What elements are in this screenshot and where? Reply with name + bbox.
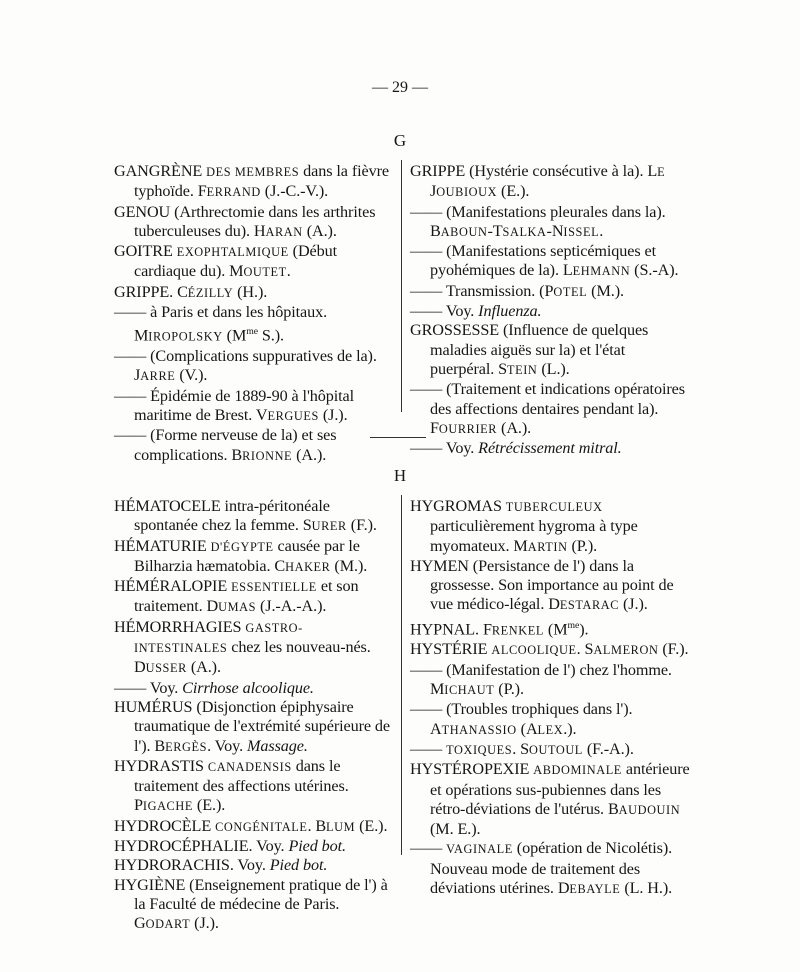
entry-text: (M.). [587,281,624,300]
index-entry [114,347,390,387]
index-entry [114,757,390,817]
entry-text: S.). [257,326,284,345]
index-entry [410,616,690,641]
entry-text: .). [563,719,577,738]
entry-text: —— (Manifestations septicémiques et pyohémiques de la). [410,242,656,280]
entry-text: TEIN [507,362,538,377]
entry-text: ARRE [140,369,176,384]
entry-text: ALMERON [593,643,659,658]
entry-text: EHMANN [572,264,631,279]
entry-text: (opération de Nicolétis). Nouveau mode de traitement des déviations utérines. [430,839,673,898]
entry-text: me [567,619,580,631]
entry-text: ARTIN [527,539,568,554]
index-entry [410,302,690,321]
index-entry [410,162,690,203]
entry-text: EBAYLE [569,882,621,897]
index-entry [410,380,690,439]
index-entry [114,876,390,935]
entry-text: ALCOOLIQUE [491,643,577,658]
entry-text: (M. E.). [430,820,481,839]
index-entry [114,242,390,283]
entry-text: HYGROMAS [410,497,506,515]
index-entry [410,439,690,458]
entry-text: CANADENSIS [207,759,292,774]
entry-text: HYDRORACHIS. Voy. [114,856,270,875]
entry-text: M [134,326,149,345]
index-entry [410,242,690,282]
entry-text: HÉMÉRALOPIE [114,577,232,596]
entry-text: ( [516,719,526,738]
entry-text: - [546,221,552,240]
entry-text: LUM [326,819,356,834]
entry-text: (A.). [497,418,532,437]
entry-text: . [307,816,316,835]
entry-text: (F.-A.). [582,739,634,758]
entry-text: et son traitement. [134,577,359,616]
entry-text: dans la fièvre typhoïde. [134,162,389,201]
entry-text: OURRIER [438,421,498,436]
entry-text: HYPNAL. [410,620,483,639]
entry-text: S [498,359,508,378]
entry-text: E [657,165,666,179]
index-entry [114,817,390,837]
entry-text: antérieure et opérations sus-pubiennes dans les rétro-déviations de l'utérus. [430,760,690,818]
section-h-right-column [410,497,690,899]
entry-text: Pied bot. [288,837,346,856]
entry-text: . [512,739,521,758]
entry-text: me [246,326,258,338]
section-letter-h: H [393,466,407,485]
entry-text: chez les nouveau-nés. [227,638,371,657]
entry-text: S [302,516,312,535]
entry-text: D [557,879,570,898]
section-g-right-column [410,162,690,458]
index-entry [114,426,390,466]
entry-text: RENKEL [491,623,544,638]
index-entry [114,162,390,203]
entry-text: F [430,418,439,437]
entry-text: LEX [537,722,564,737]
entry-text: ERGÈS [165,739,208,754]
entry-text: HYDROCÈLE [114,816,216,835]
entry-text: —— Voy. [114,678,183,697]
entry-text: (P.). [567,536,598,555]
entry-text: F [197,182,207,201]
index-entry [114,856,390,875]
entry-text: —— (Complications suppuratives de la). [114,347,377,366]
entry-text: (M.). [330,556,368,575]
entry-text: HUMÉRUS (Disjonction épiphysaire traumatique de l'extrémité supérieure de l'). [114,697,391,755]
entry-text: V [255,405,268,424]
entry-text: L [562,261,573,280]
entry-text: AUDOUIN [618,802,681,817]
index-entry [410,557,690,616]
index-entry [114,577,390,618]
entry-text: . [286,262,291,281]
entry-text: (J.). [190,914,219,933]
entry-text: ESTARAC [559,598,620,613]
index-entry [410,282,690,302]
entry-text: Rétrécissement mitral. [478,439,622,458]
entry-text: B [430,221,441,240]
entry-text: RIONNE [242,448,293,463]
entry-text: EXOPHTALMIQUE [176,245,289,260]
entry-text: —— Épidémie de 1889-90 à l'hôpital maritime de Brest. [114,386,355,424]
entry-text: (F.). [346,516,377,535]
entry-text: ARAN [265,224,303,239]
entry-text: USSER [145,661,187,676]
entry-text: A [430,719,442,738]
entry-text: ISSEL [563,224,600,239]
entry-text: GRIPPE. [114,282,178,301]
entry-text: H [253,221,266,240]
entry-text: —— Transmission. ( [410,281,545,300]
entry-text: (S.-A). [630,261,679,280]
entry-text: HYGIÈNE (Enseignement pratique de l') à la Faculté de médecine de Paris. [114,875,388,913]
entry-text: particulièrement hygroma à type myomateux. [430,517,638,555]
entry-text: —— Voy. [410,302,479,321]
entry-text: ESSENTIELLE [231,580,317,595]
entry-text: ). [579,620,589,639]
index-entry [114,203,390,243]
entry-text: T [492,221,503,240]
entry-text: VAGINALE [446,842,513,857]
entry-text: (H.). [233,282,268,301]
entry-text: . [576,640,585,659]
entry-text: HYSTÉROPEXIE [410,760,534,779]
entry-text: —— (Manifestation de l') chez l'homme. [410,660,672,679]
entry-text: HAKER [285,559,331,574]
entry-text: (A.). [292,445,327,464]
entry-text: OUTOUL [529,742,583,757]
entry-text: THANASSIO [441,722,517,737]
entry-text: HYDRASTIS [114,756,208,775]
index-entry [114,283,390,303]
entry-text: GASTRO-INTESTINALES [134,620,303,656]
entry-text: (J.). [318,405,348,424]
entry-text: ERRAND [206,185,261,200]
entry-text: (P.). [494,680,524,699]
entry-text: HÉMORRHAGIES [114,617,246,636]
entry-text: causée par le Bilharzia hæmatobia. [134,536,360,575]
entry-text: HÉMATURIE [114,536,211,555]
entry-text: P [544,281,554,300]
entry-text: (L.). [537,359,570,378]
column-divider-g [401,160,402,412]
page-number: — 29 — [372,79,428,96]
entry-text: . Voy. [207,736,247,755]
entry-text: —— [410,739,447,758]
entry-text: J [430,182,437,201]
entry-text: URER [311,519,347,534]
entry-text: A [525,719,538,738]
entry-text: —— (Manifestations pleurales dans la). [410,202,666,221]
entry-text: dans le traitement des affections utérines. [134,756,349,796]
entry-text: ODART [145,917,191,932]
entry-text: (E.). [497,182,530,201]
entry-text: —— à Paris et dans les hôpitaux. [114,303,328,322]
entry-text: (F.). [658,640,689,659]
entry-text: M [430,680,445,699]
index-entry [410,760,690,839]
entry-text: Pied bot. [269,856,328,875]
entry-text: (L. H.). [620,879,673,898]
entry-text: DES MEMBRES [206,165,300,179]
entry-text: HYMEN (Persistance de l') dans la grossesse. Son importance au point de vue médico-légal. [410,556,674,614]
index-entry [114,837,390,856]
entry-text: HYSTÉRIE [410,640,492,659]
entry-text: Cirrhose alcoolique. [182,678,314,697]
entry-text: D [134,658,146,677]
entry-text: OTEL [553,284,588,299]
entry-text: - [487,221,493,240]
entry-text: (J.). [619,595,648,614]
index-entry [410,321,690,380]
entry-text: IROPOLSKY [148,329,223,344]
entry-text: L [647,162,658,180]
entry-text: TOXIQUES [446,742,513,757]
entry-text: M [513,536,528,555]
index-entry [410,640,690,660]
entry-text: HYDROCÉPHALIE. Voy. [114,837,289,856]
index-entry [410,661,690,701]
entry-text: OUBIOUX [436,185,498,200]
entry-text: (A.). [186,658,221,677]
index-entry [114,303,390,347]
entry-text: OUTET [243,265,287,280]
index-entry [410,740,690,760]
entry-text: (M [222,326,247,345]
entry-text: TUBERCULEUX [505,500,603,514]
entry-text: (J.-C.-V.). [260,182,329,201]
entry-text: Massage. [247,736,308,755]
entry-text: ÉZILLY [187,285,234,300]
entry-text: B [607,799,619,818]
entry-text: C [274,556,286,575]
entry-text: —— (Troubles trophiques dans l'). [410,700,633,719]
entry-text: D [548,595,560,614]
index-entry [410,700,690,740]
entry-text: IGACHE [142,799,193,814]
entry-text: GRIPPE (Hystérie consécutive à la). [410,162,648,180]
entry-text: GENOU (Arthrectomie dans les arthrites tuberculeuses du). [114,202,376,240]
entry-text: —— [410,839,447,858]
entry-text: ERGUES [267,408,319,423]
entry-text: D'ÉGYPTE [210,539,274,554]
index-entry [410,497,690,557]
entry-text: N [551,221,564,240]
entry-text: GROSSESSE (Influence de quelques maladies aiguës sur la) et l'état puerpéral. [410,321,649,378]
entry-text: (V.). [175,366,208,385]
entry-text: . [599,221,604,240]
entry-text: G [134,914,146,933]
index-entry [114,698,390,757]
entry-text: (A.). [302,221,337,240]
entry-text: —— (Traitement et indications opératoires des affections dentaires pendant la). [410,380,685,418]
entry-text: (J.-A.-A.). [256,597,327,616]
entry-text: Influenza. [478,302,542,321]
index-entry [410,203,690,243]
entry-text: M [229,262,244,281]
entry-text: (E.). [355,816,388,835]
entry-text: GANGRÈNE [114,162,207,180]
index-entry [410,839,690,899]
entry-text: ICHAUT [444,683,495,698]
section-letter-g: G [393,131,407,150]
entry-text: (M [543,620,568,639]
entry-text: C [177,282,188,301]
entry-text: GOITRE [114,242,177,261]
entry-text: (Début cardiaque du). [134,242,338,281]
index-entry [114,537,390,578]
column-divider-h [401,495,402,855]
entry-text: SALKA [502,224,547,239]
entry-text: HÉMATOCELE intra-péritonéale spontanée chez la femme. [114,497,330,535]
entry-text: P [134,796,143,815]
entry-text: B [154,736,166,755]
entry-text: UMAS [218,600,257,615]
entry-text: B [231,445,243,464]
entry-text: B [315,816,327,835]
entry-text: J [134,366,141,385]
entry-text: ABOUN [440,224,488,239]
entry-text: F [482,620,492,639]
entry-text: —— Voy. [410,439,479,458]
section-g-left-column [114,162,390,466]
section-separator [370,437,426,438]
entry-text: S [520,739,529,758]
index-entry [114,618,390,679]
index-entry [114,679,390,698]
entry-text: (E.). [192,796,226,815]
index-entry [114,387,390,427]
entry-text: —— (Forme nerveuse de la) et ses complications. [114,426,337,464]
entry-text: D [206,597,219,616]
entry-text: S [584,640,594,659]
index-entry [114,497,390,537]
entry-text: ABDOMINALE [533,763,622,778]
entry-text: CONGÉNITALE [215,819,308,834]
section-h-left-column [114,497,390,935]
